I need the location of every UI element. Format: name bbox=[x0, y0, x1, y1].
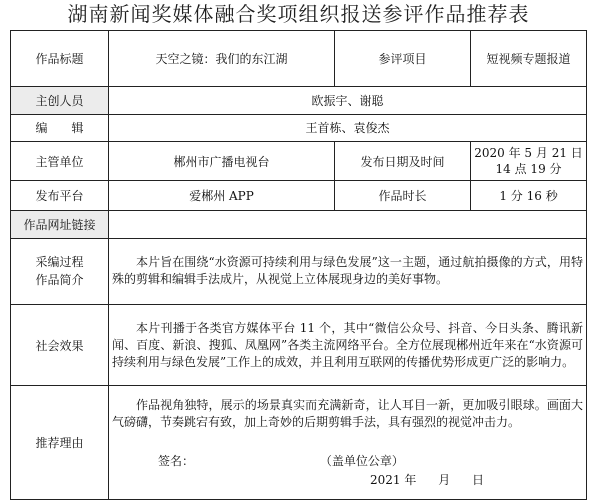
row-effect bbox=[11, 305, 587, 386]
sign-year: 2021 年 bbox=[370, 472, 417, 487]
editors-value[interactable]: 王首栋、袁俊杰 bbox=[109, 114, 587, 142]
creators-value[interactable]: 欧振宇、谢聪 bbox=[109, 86, 587, 114]
effect-text: 本片刊播于各类官方媒体平台 11 个，其中“微信公众号、抖音、今日头条、腾讯新闻、百度、新浪、搜狐、凤凰网”各类主流网络平台。全方位展现郴州近年来在“水资源可持续利用与绿色发展”工作上的成效，并且利用互联网的传播优势形成更广泛的影响力。 bbox=[112, 320, 584, 369]
recommend-label: 推荐理由 bbox=[11, 386, 109, 500]
form-title: 湖南新闻奖媒体融合奖项组织报送参评作品推荐表 bbox=[67, 2, 530, 26]
effect-label: 社会效果 bbox=[11, 305, 109, 386]
publish-date: 2020 年 5 月 21 日 bbox=[474, 146, 583, 161]
publish-time-label: 发布日期及时间 bbox=[335, 142, 471, 181]
process-text: 本片旨在围绕“水资源可持续利用与绿色发展”这一主题，通过航拍摄像的方式，用特殊的剪辑和编辑手法成片，从视觉上立体展现身边的美好事物。 bbox=[112, 255, 584, 287]
editors-label: 编 辑 bbox=[11, 114, 109, 142]
work-title-value[interactable]: 天空之镜：我们的东江湖 bbox=[109, 31, 335, 87]
sign-date bbox=[112, 472, 583, 489]
process-label-line1: 采编过程 bbox=[35, 255, 84, 270]
recommend-cell[interactable] bbox=[109, 386, 587, 500]
stamp-label: （盖单位公章） bbox=[319, 453, 404, 468]
platform-value[interactable]: 爱郴州 APP bbox=[109, 180, 335, 210]
process-label bbox=[11, 238, 109, 304]
duration-value[interactable]: 1 分 16 秒 bbox=[471, 180, 587, 210]
signature-label: 签名： bbox=[158, 453, 195, 468]
row-editors bbox=[11, 114, 587, 142]
recommend-text: 作品视角独特，展示的场景真实而充满新奇，让人耳目一新，更加吸引眼球。画面大气磅礴，节奏跳宕有致，加上奇妙的后期剪辑手法，具有强烈的视觉冲击力。 bbox=[112, 397, 584, 429]
row-work-title bbox=[11, 31, 587, 87]
supervisor-value[interactable]: 郴州市广播电视台 bbox=[109, 142, 335, 181]
row-url bbox=[11, 210, 587, 238]
work-title-label: 作品标题 bbox=[11, 31, 109, 87]
publish-time-value[interactable] bbox=[471, 142, 587, 181]
sign-day: 日 bbox=[472, 472, 485, 487]
row-supervisor bbox=[11, 142, 587, 181]
duration-label: 作品时长 bbox=[335, 180, 471, 210]
recommendation-form bbox=[10, 30, 587, 500]
url-label: 作品网址链接 bbox=[11, 210, 109, 238]
row-recommend bbox=[11, 386, 587, 500]
platform-label: 发布平台 bbox=[11, 180, 109, 210]
category-value[interactable]: 短视频专题报道 bbox=[471, 31, 587, 87]
row-process bbox=[11, 238, 587, 304]
process-text-cell[interactable] bbox=[109, 238, 587, 304]
creators-label: 主创人员 bbox=[11, 86, 109, 114]
category-label: 参评项目 bbox=[335, 31, 471, 87]
signature-line bbox=[112, 453, 583, 470]
publish-clock: 14 点 19 分 bbox=[495, 162, 562, 177]
effect-text-cell[interactable] bbox=[109, 305, 587, 386]
url-value[interactable] bbox=[109, 210, 587, 238]
sign-month: 月 bbox=[438, 472, 451, 487]
supervisor-label: 主管单位 bbox=[11, 142, 109, 181]
row-creators bbox=[11, 86, 587, 114]
row-platform bbox=[11, 180, 587, 210]
process-label-line2: 作品简介 bbox=[35, 273, 84, 288]
